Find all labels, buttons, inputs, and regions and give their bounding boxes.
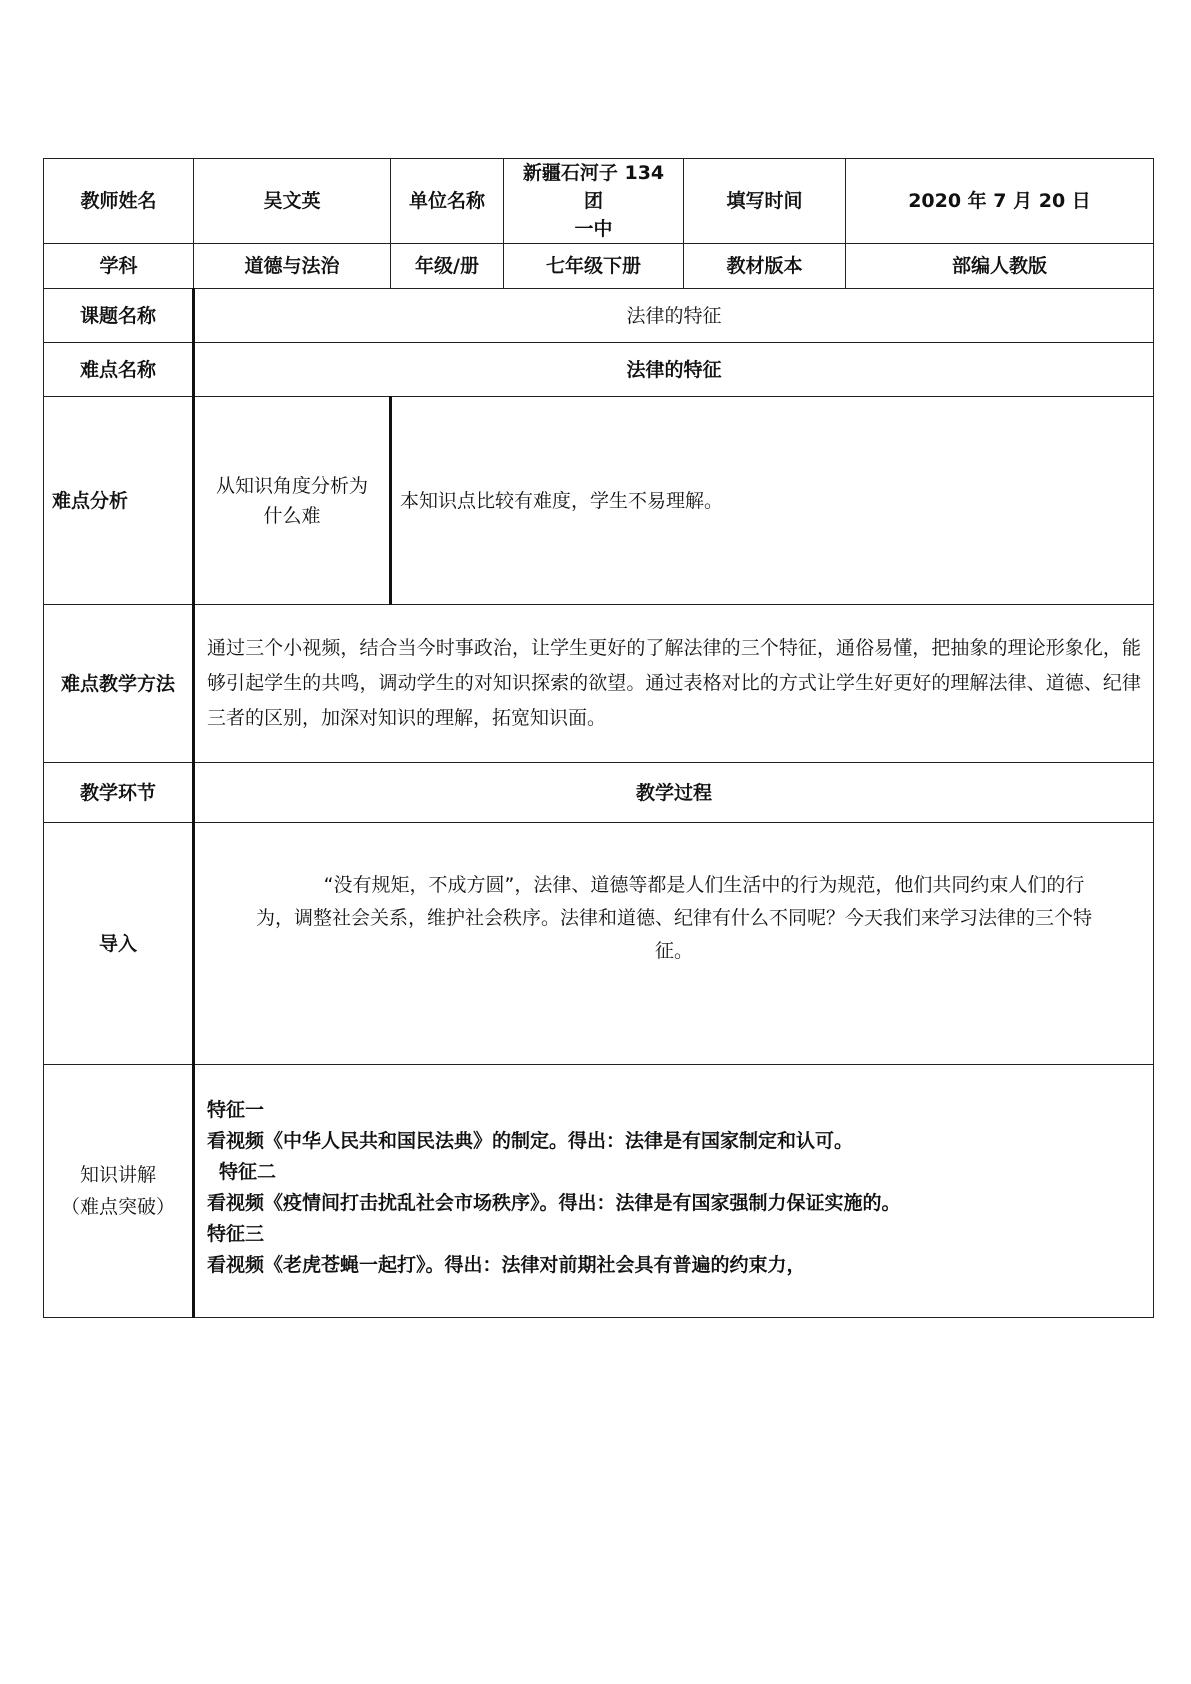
knowledge-label-line2: （难点突破） bbox=[60, 1196, 175, 1218]
difficulty-name-row bbox=[44, 343, 1154, 397]
feature2-title: 特征二 bbox=[219, 1161, 277, 1183]
difficulty-name-label: 难点名称 bbox=[44, 343, 194, 397]
unit-name-line2: 一中 bbox=[574, 218, 613, 240]
knowledge-row bbox=[44, 1065, 1154, 1318]
lesson-plan-table bbox=[43, 158, 1154, 1318]
topic-value: 法律的特征 bbox=[194, 289, 1154, 343]
intro-text bbox=[194, 823, 1154, 1065]
unit-name-label: 单位名称 bbox=[391, 159, 504, 244]
intro-label: 导入 bbox=[44, 823, 194, 1065]
info-row-2 bbox=[44, 244, 1154, 289]
difficulty-analysis-sublabel-line1: 从知识角度分析为 bbox=[215, 474, 368, 497]
process-header-row bbox=[44, 763, 1154, 823]
subject-value: 道德与法治 bbox=[194, 244, 391, 289]
feature3-text: 看视频《老虎苍蝇一起打》。得出：法律对前期社会具有普遍的约束力， bbox=[207, 1254, 806, 1276]
feature3-title: 特征三 bbox=[207, 1223, 265, 1245]
subject-label: 学科 bbox=[44, 244, 194, 289]
feature1-title: 特征一 bbox=[207, 1099, 265, 1121]
teaching-method-value: 通过三个小视频，结合当今时事政治，让学生更好的了解法律的三个特征，通俗易懂，把抽象的理论形象化，能够引起学生的共鸣，调动学生的对知识探索的欲望。通过表格对比的方式让学生好更好的理解法律、道德、纪律三者的区别，加深对知识的理解，拓宽知识面。 bbox=[194, 605, 1154, 763]
difficulty-analysis-sublabel-line2: 什么难 bbox=[263, 504, 321, 527]
process-stage-label: 教学环节 bbox=[44, 763, 194, 823]
difficulty-analysis-label: 难点分析 bbox=[44, 397, 194, 605]
difficulty-analysis-sublabel bbox=[194, 397, 391, 605]
unit-name-line1: 新疆石河子 134 团 bbox=[522, 162, 665, 212]
intro-line-2: 为，调整社会关系，维护社会秩序。法律和道德、纪律有什么不同呢？今天我们来学习法律的三个特 bbox=[255, 907, 1092, 929]
edition-label: 教材版本 bbox=[684, 244, 846, 289]
process-value-header: 教学过程 bbox=[194, 763, 1154, 823]
teaching-method-row bbox=[44, 605, 1154, 763]
unit-name-value bbox=[504, 159, 684, 244]
topic-label: 课题名称 bbox=[44, 289, 194, 343]
feature2-text: 看视频《疫情间打击扰乱社会市场秩序》。得出：法律是有国家强制力保证实施的。 bbox=[207, 1192, 901, 1214]
intro-line-1: “没有规矩，不成方圆”，法律、道德等都是人们生活中的行为规范，他们共同约束人们的行 bbox=[323, 874, 1085, 896]
fill-time-value: 2020 年 7 月 20 日 bbox=[846, 159, 1154, 244]
lesson-plan-table-frame bbox=[43, 158, 1153, 1318]
feature1-text: 看视频《中华人民共和国民法典》的制定。得出：法律是有国家制定和认可。 bbox=[207, 1130, 854, 1152]
fill-time-label: 填写时间 bbox=[684, 159, 846, 244]
knowledge-label bbox=[44, 1065, 194, 1318]
edition-value: 部编人教版 bbox=[846, 244, 1154, 289]
intro-row bbox=[44, 823, 1154, 1065]
knowledge-label-line1: 知识讲解 bbox=[79, 1164, 156, 1186]
topic-row bbox=[44, 289, 1154, 343]
intro-line-3: 征。 bbox=[654, 940, 693, 962]
knowledge-content bbox=[194, 1065, 1154, 1318]
info-row-1 bbox=[44, 159, 1154, 244]
difficulty-analysis-value: 本知识点比较有难度，学生不易理解。 bbox=[391, 397, 1154, 605]
grade-value: 七年级下册 bbox=[504, 244, 684, 289]
teaching-method-label: 难点教学方法 bbox=[44, 605, 194, 763]
teacher-name-value: 吴文英 bbox=[194, 159, 391, 244]
difficulty-name-value: 法律的特征 bbox=[194, 343, 1154, 397]
teacher-name-label: 教师姓名 bbox=[44, 159, 194, 244]
difficulty-analysis-row bbox=[44, 397, 1154, 605]
grade-label: 年级/册 bbox=[391, 244, 504, 289]
